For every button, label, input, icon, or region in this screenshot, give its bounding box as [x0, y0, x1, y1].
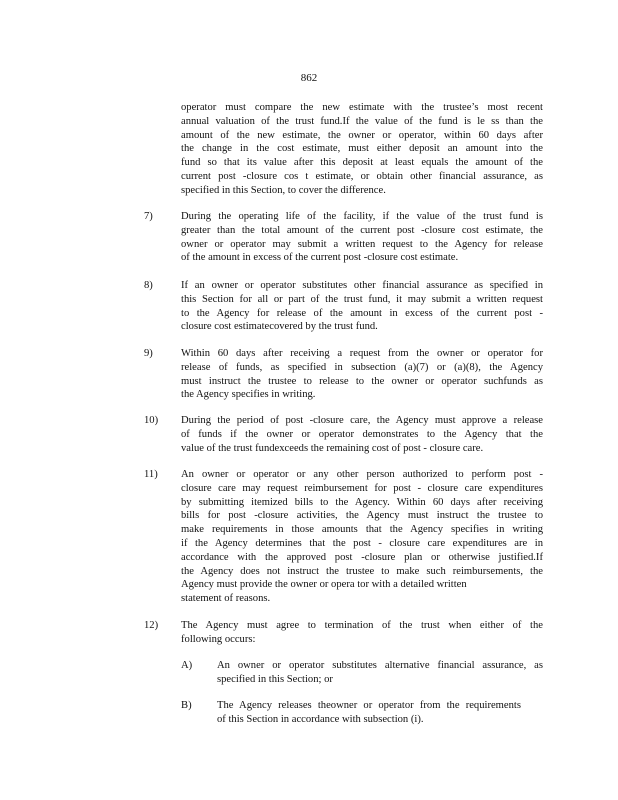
paragraph-line: make requirements in those amounts that the Agency specifies in writing — [181, 524, 543, 536]
item-number: 8) — [144, 280, 153, 291]
item-number: 10) — [144, 415, 159, 426]
paragraph-line: The Agency must agree to termination of the trust when either of the — [181, 620, 543, 631]
paragraph-line: An owner or operator or any other person authorized to perform post - — [181, 469, 543, 480]
paragraph-line: specified in this Section, to cover the difference. — [181, 184, 386, 196]
paragraph-line: closure care may request reimbursement for post - closure care expenditures — [181, 482, 543, 494]
item-paragraph-8 — [181, 279, 543, 334]
paragraph-line: bills for post -closure activities, the Agency must instruct the trustee to — [181, 510, 543, 522]
item-number: 7) — [144, 211, 153, 222]
paragraph-line: The Agency releases theowner or operator from the requirements — [217, 700, 521, 711]
continuation-paragraph — [181, 101, 543, 198]
paragraph-line: owner or operator may submit a written request to the Agency for release — [181, 238, 543, 250]
paragraph-line: closure cost estimatecovered by the trust fund. — [181, 321, 378, 333]
paragraph-line: fund so that its value after this deposit at least equals the amount of the — [181, 157, 543, 169]
paragraph-line: Within 60 days after receiving a request from the owner or operator for — [181, 348, 543, 359]
item-paragraph-9 — [181, 347, 543, 402]
paragraph-line: greater than the total amount of the current post -closure cost estimate, the — [181, 224, 543, 236]
paragraph-line: the change in the cost estimate, must either deposit an amount into the — [181, 143, 543, 155]
paragraph-line: of funds if the owner or operator demonstrates to the Agency that the — [181, 428, 543, 440]
paragraph-line: During the operating life of the facility, if the value of the trust fund is — [181, 211, 543, 222]
paragraph-line: annual valuation of the trust fund.If the value of the fund is le ss than the — [181, 115, 543, 127]
paragraph-line: following occurs: — [181, 633, 256, 645]
paragraph-line: to the Agency for release of the amount in excess of the current post - — [181, 307, 543, 319]
item-number: 12) — [144, 620, 159, 631]
paragraph-line: An owner or operator substitutes alternative financial assurance, as — [217, 660, 543, 671]
paragraph-line: Agency must provide the owner or opera tor with a detailed written — [181, 579, 467, 591]
paragraph-line: must instruct the trustee to release to the owner or operator suchfunds as — [181, 375, 543, 387]
paragraph-line: by submitting itemized bills to the Agency. Within 60 days after receiving — [181, 496, 543, 508]
item-paragraph-7 — [181, 210, 543, 265]
paragraph-line: of the amount in excess of the current post -closure cost estimate. — [181, 252, 459, 264]
item-paragraph-11 — [181, 468, 543, 606]
subitem-letter: B) — [181, 700, 192, 711]
paragraph-line: During the period of post -closure care, the Agency must approve a release — [181, 415, 543, 426]
item-number: 9) — [144, 348, 153, 359]
paragraph-line: If an owner or operator substitutes other financial assurance as specified in — [181, 280, 543, 291]
paragraph-line: of this Section in accordance with subsection (i). — [217, 713, 424, 725]
item-paragraph-10 — [181, 414, 543, 455]
paragraph-line: if the Agency determines that the post - closure care expenditures are in — [181, 537, 543, 549]
paragraph-line: the Agency does not instruct the trustee to make such reimbursements, the — [181, 565, 543, 577]
paragraph-line: specified in this Section; or — [217, 673, 333, 685]
paragraph-line: this Section for all or part of the trust fund, it may submit a written request — [181, 293, 543, 305]
paragraph-line: accordance with the approved post -closure plan or otherwise justified.If — [181, 551, 543, 563]
item-number: 11) — [144, 469, 158, 480]
page-number: 862 — [300, 72, 318, 84]
paragraph-line: value of the trust fundexceeds the remaining cost of post - closure care. — [181, 442, 484, 454]
subitem-letter: A) — [181, 660, 193, 671]
paragraph-line: statement of reasons. — [181, 593, 271, 605]
paragraph-line: release of funds, as specified in subsection (a)(7) or (a)(8), the Agency — [181, 361, 543, 373]
paragraph-line: the Agency specifies in writing. — [181, 389, 316, 401]
paragraph-line: current post -closure cos t estimate, or obtain other financial assurance, as — [181, 170, 543, 182]
paragraph-line: amount of the new estimate, the owner or operator, within 60 days after — [181, 129, 543, 141]
subitem-paragraph-a — [217, 659, 543, 687]
paragraph-line: operator must compare the new estimate with the trustee’s most recent — [181, 102, 543, 113]
item-paragraph-12 — [181, 619, 543, 647]
subitem-paragraph-b — [217, 699, 521, 727]
